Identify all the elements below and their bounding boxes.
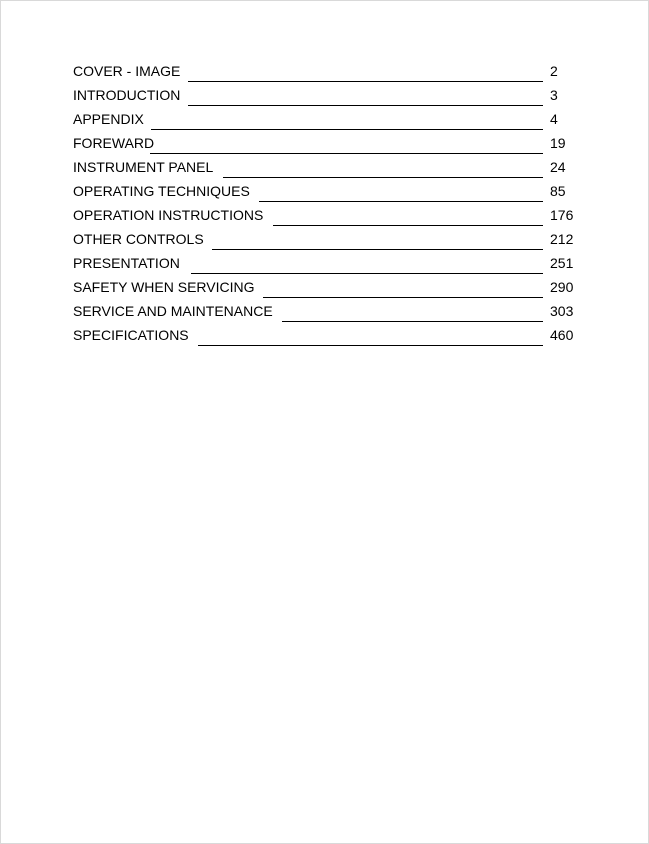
toc-entry-title: OPERATING TECHNIQUES [73, 183, 256, 199]
toc-leader-line [188, 81, 543, 82]
toc-entry-page: 290 [550, 279, 574, 295]
toc-entry[interactable] [73, 325, 593, 349]
toc-entry-page: 460 [550, 327, 574, 343]
toc-entry[interactable] [73, 109, 593, 133]
toc-leader-line [282, 321, 543, 322]
toc-entry[interactable] [73, 253, 593, 277]
toc-entry-page: 303 [550, 303, 574, 319]
toc-entry-title: INTRODUCTION [73, 87, 186, 103]
toc-entry-title: OPERATION INSTRUCTIONS [73, 207, 269, 223]
toc-entry-title: PRESENTATION [73, 255, 186, 271]
toc-entry[interactable] [73, 277, 593, 301]
toc-entry[interactable] [73, 301, 593, 325]
toc-entry[interactable] [73, 229, 593, 253]
toc-entry-title: COVER - IMAGE [73, 63, 186, 79]
toc-leader-line [191, 273, 543, 274]
toc-entry-title: SPECIFICATIONS [73, 327, 195, 343]
toc-entry-page: 251 [550, 255, 574, 271]
toc-leader-line [263, 297, 543, 298]
toc-entry[interactable] [73, 61, 593, 85]
toc-entry-page: 212 [550, 231, 574, 247]
toc-entry-title: OTHER CONTROLS [73, 231, 210, 247]
toc-leader-line [212, 249, 543, 250]
toc-entry-page: 176 [550, 207, 574, 223]
toc-entry-title: INSTRUMENT PANEL [73, 159, 219, 175]
toc-entry-title: APPENDIX [73, 111, 150, 127]
toc-entry-title: SERVICE AND MAINTENANCE [73, 303, 279, 319]
toc-entry[interactable] [73, 181, 593, 205]
toc-entry[interactable] [73, 85, 593, 109]
toc-entry-page: 2 [550, 63, 558, 79]
toc-leader-line [150, 153, 543, 154]
toc-entry-title: FOREWARD [73, 135, 160, 151]
toc-leader-line [259, 201, 543, 202]
toc-leader-line [223, 177, 543, 178]
toc-entry[interactable] [73, 205, 593, 229]
toc-entry-title: SAFETY WHEN SERVICING [73, 279, 261, 295]
toc-leader-line [151, 129, 543, 130]
toc-entry-page: 24 [550, 159, 566, 175]
toc-entry[interactable] [73, 157, 593, 181]
toc-entry-page: 19 [550, 135, 566, 151]
toc-entry-page: 85 [550, 183, 566, 199]
toc-entry[interactable] [73, 133, 593, 157]
toc-leader-line [188, 105, 543, 106]
toc-entry-page: 4 [550, 111, 558, 127]
table-of-contents [73, 61, 593, 349]
toc-entry-page: 3 [550, 87, 558, 103]
toc-leader-line [198, 345, 543, 346]
toc-leader-line [273, 225, 543, 226]
